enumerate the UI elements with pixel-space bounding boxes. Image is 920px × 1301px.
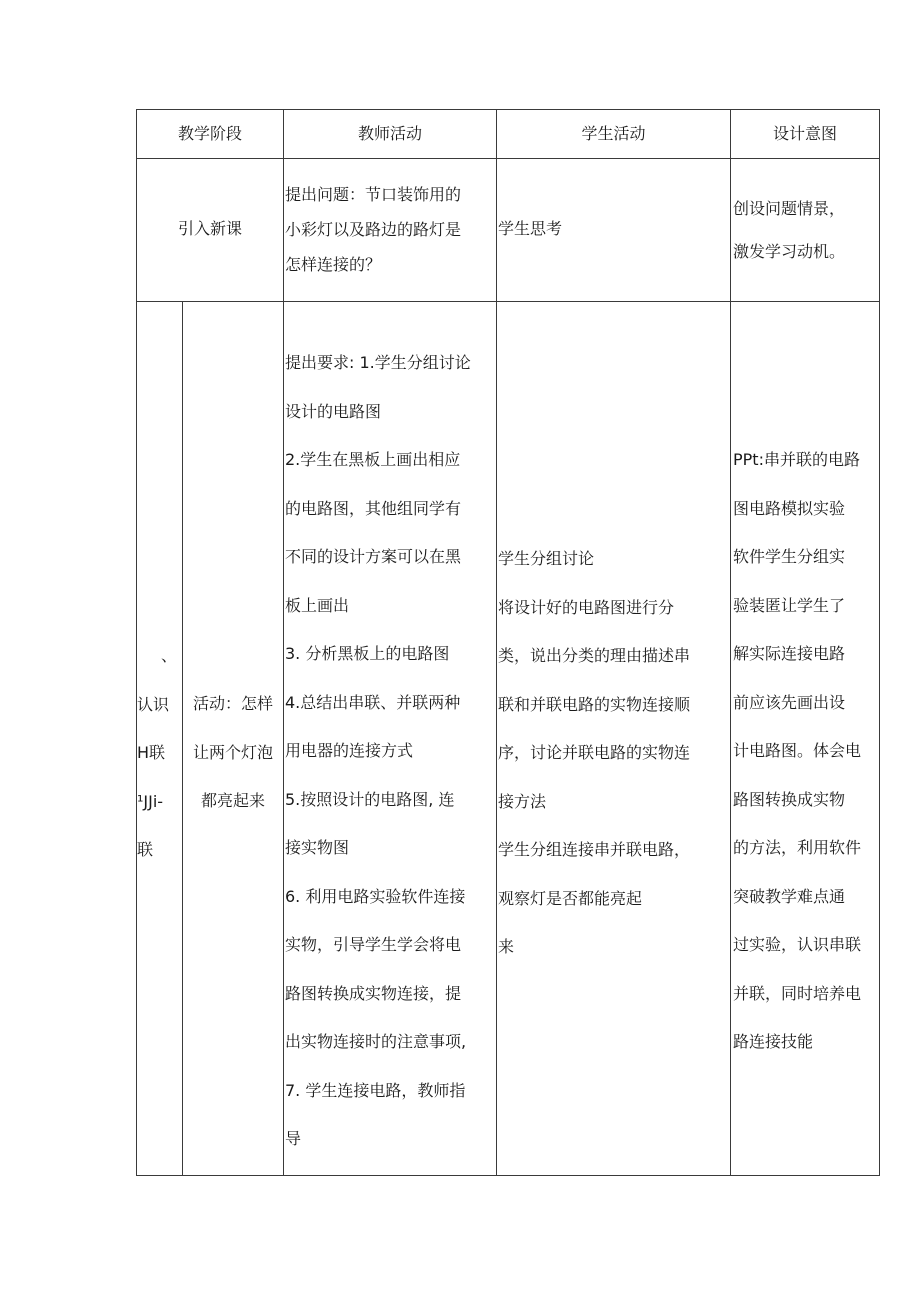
section2-teacher-line: 5.按照设计的电路图, 连 — [285, 789, 455, 809]
section2-student-line: 序，讨论并联电路的实物连 — [498, 743, 691, 762]
intro-stage-cell — [137, 159, 283, 300]
header-stage: 教学阶段 — [177, 124, 242, 143]
section2-student-cell — [498, 535, 729, 972]
intro-student-text: 学生思考 — [498, 219, 563, 239]
section2-student-line: 学生分组连接串并联电路， — [498, 840, 691, 859]
intro-teacher-line: 小彩灯以及路边的路灯是 — [285, 220, 462, 239]
intro-design-line: 创设问题情景， — [733, 198, 846, 218]
section2-design-cell — [733, 436, 878, 1067]
section2-teacher-line: 3. 分析黑板上的电路图 — [285, 644, 450, 663]
section2-teacher-line: 路图转换成实物连接，提 — [285, 983, 462, 1003]
header-student-activity: 学生活动 — [581, 124, 646, 143]
section2-student-line: 接方法 — [498, 791, 547, 811]
section2-design-line: 图电路模拟实验 — [733, 498, 846, 518]
intro-student-cell — [498, 159, 729, 300]
section2-student-line: 联和并联电路的实物连接顺 — [498, 694, 691, 714]
section2-student-line: 将设计好的电路图进行分 — [498, 597, 675, 617]
table-border-right — [879, 109, 880, 1176]
intro-stage-label: 引入新课 — [177, 219, 242, 239]
table-border-bottom — [136, 1175, 880, 1176]
section2-design-line: 前应该先画出设 — [733, 692, 846, 712]
section2-design-line: 的方法，利用软件 — [733, 838, 862, 857]
header-teacher-activity: 教师活动 — [357, 124, 422, 143]
section2-design-line: 路图转换成实物 — [733, 789, 846, 809]
section2-design-line: 路连接技能 — [733, 1032, 814, 1051]
section2-teacher-line: 实物，引导学生学会将电 — [285, 935, 462, 954]
section2-teacher-line: 板上画出 — [285, 595, 350, 615]
section2-stage-cell — [137, 632, 182, 875]
section2-activity-cell — [183, 680, 283, 826]
section2-teacher-line: 导 — [285, 1129, 302, 1148]
intro-design-cell — [733, 159, 878, 300]
column-divider-3 — [730, 109, 731, 1176]
section2-design-line: 软件学生分组实 — [733, 547, 846, 566]
section2-stage-line: 联 — [137, 840, 154, 859]
intro-teacher-line: 提出问题：节口装饰用的 — [285, 185, 462, 204]
section2-teacher-line: 的电路图，其他组同学有 — [285, 498, 462, 518]
section2-teacher-line: 用电器的连接方式 — [285, 741, 414, 760]
section2-design-line: 计电路图。体会电 — [733, 741, 862, 760]
section2-teacher-line: 出实物连接时的注意事项, — [285, 1032, 467, 1051]
section2-teacher-line: 不同的设计方案可以在黑 — [285, 547, 462, 566]
section2-design-line: 突破教学难点通 — [733, 886, 846, 906]
section2-teacher-line: 提出要求: 1.学生分组讨论 — [285, 353, 471, 372]
section2-stage-line: H联 — [137, 743, 166, 762]
section2-design-line: 过实验，认识串联 — [733, 935, 862, 954]
section2-stage-line: ¹JJi- — [137, 791, 164, 811]
section2-stage-line: 、 — [161, 646, 178, 665]
header-design-intent: 设计意图 — [772, 124, 837, 143]
section2-teacher-line: 6. 利用电路实验软件连接 — [285, 886, 466, 906]
section2-activity-line: 都亮起来 — [200, 791, 265, 810]
section2-teacher-line: 4.总结出串联、并联两种 — [285, 692, 461, 712]
column-divider-2 — [496, 109, 497, 1176]
section2-design-line: PPt:串并联的电路 — [733, 450, 860, 469]
section2-activity-line: 让两个灯泡 — [192, 742, 273, 762]
section2-teacher-line: 设计的电路图 — [285, 401, 382, 421]
section2-activity-line: 活动：怎样 — [192, 694, 273, 713]
section2-teacher-cell — [285, 339, 495, 1164]
row-divider — [136, 301, 880, 302]
section2-teacher-line: 7. 学生连接电路，教师指 — [285, 1080, 466, 1100]
section2-stage-line: 认识 — [137, 694, 170, 714]
section2-design-line: 验装匿让学生了 — [733, 595, 846, 615]
section2-student-line: 学生分组讨论 — [498, 549, 595, 568]
section2-student-line: 类，说出分类的理由描述串 — [498, 646, 691, 665]
section2-teacher-line: 2.学生在黑板上画出相应 — [285, 450, 461, 469]
intro-design-line: 激发学习动机。 — [733, 241, 846, 261]
section2-design-line: 解实际连接电路 — [733, 644, 846, 663]
section2-design-line: 并联，同时培养电 — [733, 983, 862, 1003]
section2-teacher-line: 接实物图 — [285, 838, 350, 857]
intro-teacher-cell — [285, 159, 495, 300]
section2-student-line: 观察灯是否都能亮起 — [498, 888, 643, 908]
section2-student-line: 来 — [498, 937, 515, 956]
intro-teacher-line: 怎样连接的？ — [285, 255, 382, 274]
column-divider-1 — [283, 109, 284, 1176]
